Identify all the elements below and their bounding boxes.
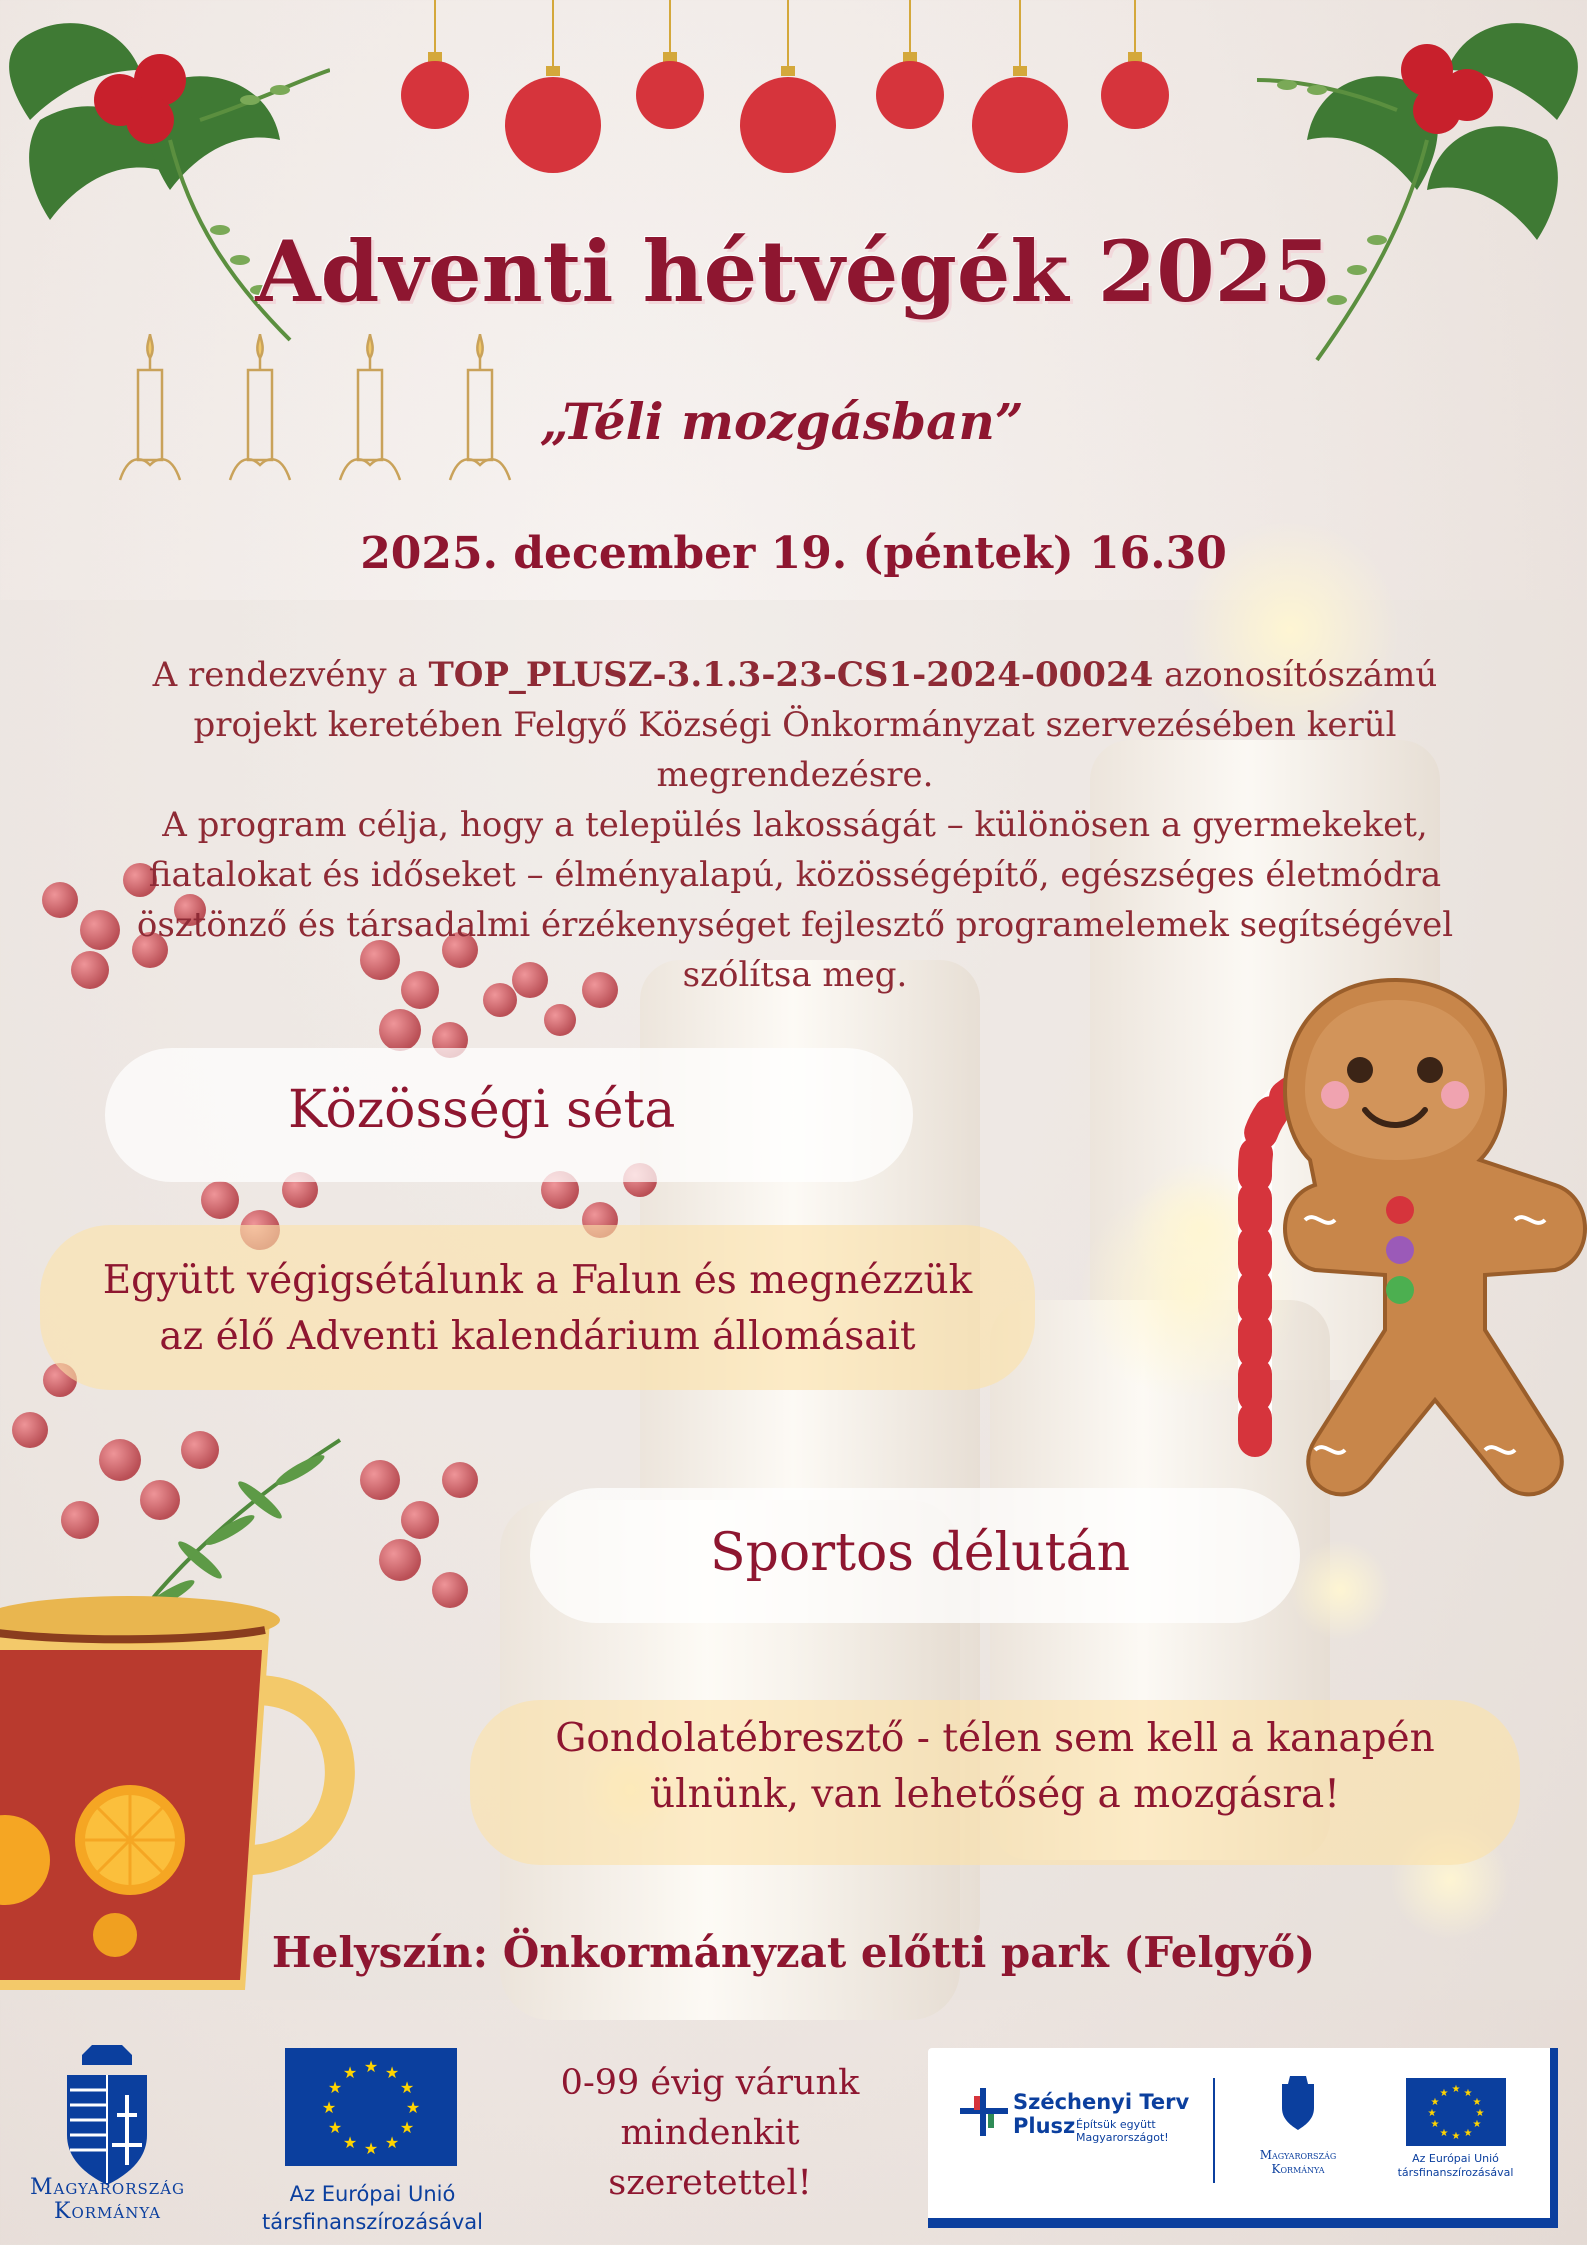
svg-text:★: ★ (1430, 2097, 1440, 2108)
candle-icon (120, 334, 180, 480)
svg-text:★: ★ (327, 2118, 343, 2137)
eu-label-line: Az Európai Unió (289, 2182, 456, 2206)
section-heading: Sportos délután (710, 1523, 1131, 1583)
candle-icon (450, 334, 510, 480)
government-small-label (1228, 2148, 1368, 2176)
szechenyi-title-line: Plusz (1013, 2114, 1076, 2138)
description-intro-rest: azonosítószámú projekt keretében Felgyő Községi Önkormányzat szervezésében kerül megrendezésre. (193, 655, 1438, 795)
szechenyi-title-line: Széchenyi Terv (1013, 2090, 1190, 2114)
description-paragraph: A program célja, hogy a település lakosságát – különösen a gyermekeket, fiatalokat és időseket – élményalapú, közösségépítő, egészséges életmódra ösztönző és társadalmi érzékenységet fejlesztő programelemek segítségével szólítsa meg. (136, 805, 1454, 995)
holly-icon (1257, 0, 1587, 380)
svg-text:★: ★ (363, 2057, 379, 2076)
svg-text:★: ★ (1427, 2108, 1437, 2119)
svg-text:★: ★ (399, 2078, 415, 2097)
partner-logos (928, 2048, 1558, 2228)
description-paragraph (90, 650, 1500, 800)
svg-text:★: ★ (405, 2098, 421, 2117)
svg-text:★: ★ (399, 2118, 415, 2137)
ornament-icon (505, 77, 601, 173)
section-text-line: az élő Adventi kalendárium állomásait (159, 1314, 916, 1359)
description (90, 650, 1500, 1000)
svg-text:★: ★ (1439, 2088, 1449, 2099)
advent-candles (110, 330, 530, 490)
section-text (470, 1711, 1520, 1823)
eu-flag-icon (285, 2048, 457, 2166)
logo-box-bottom-bar (928, 2218, 1558, 2228)
coat-of-arms-icon (1278, 2076, 1318, 2132)
svg-text:★: ★ (1472, 2097, 1482, 2108)
svg-text:★: ★ (1451, 2131, 1461, 2142)
section-text-line: Együtt végigsétálunk a Falun és megnézzük (102, 1258, 973, 1303)
welcome-line: 0-99 évig várunk (560, 2063, 860, 2103)
gingerbread-man-icon (1185, 970, 1587, 1570)
candle-icon (230, 334, 290, 480)
section-text (40, 1253, 1035, 1365)
section-text-line: ülnünk, van lehetőség a mozgásra! (650, 1772, 1340, 1817)
welcome-line: szeretettel! (608, 2163, 812, 2203)
project-code: TOP_PLUSZ-3.1.3-23-CS1-2024-00024 (428, 655, 1154, 695)
svg-text:★: ★ (342, 2063, 358, 2082)
svg-text:★: ★ (363, 2139, 379, 2158)
section-text-line: Gondolatébresztő - télen sem kell a kanapén (555, 1716, 1435, 1761)
government-small-label-line: Kormánya (1271, 2162, 1325, 2176)
event-date: 2025. december 19. (péntek) 16.30 (360, 528, 1227, 579)
svg-text:★: ★ (342, 2133, 358, 2152)
government-small-label-line: Magyarország (1259, 2148, 1337, 2162)
svg-text:★: ★ (1463, 2128, 1473, 2139)
ornament-icon (636, 61, 704, 129)
ornament-icon (740, 77, 836, 173)
eu-flag-icon (1406, 2078, 1506, 2146)
szechenyi-tagline (1076, 2118, 1169, 2144)
subtitle: „Téli mozgásban” (540, 392, 1024, 451)
eu-small-label (1373, 2152, 1538, 2180)
ornament-icon (876, 61, 944, 129)
eu-small-label-line: Az Európai Unió (1412, 2152, 1499, 2165)
eu-label-line: társfinanszírozásával (261, 2210, 484, 2234)
description-intro: A rendezvény a (152, 655, 429, 695)
section-heading: Közösségi séta (288, 1080, 676, 1140)
svg-text:★: ★ (1439, 2128, 1449, 2139)
government-label-line: Magyarország (29, 2175, 186, 2200)
coat-of-arms-icon (52, 2045, 162, 2190)
svg-text:★: ★ (1475, 2108, 1485, 2119)
svg-text:★: ★ (321, 2098, 337, 2117)
svg-text:★: ★ (1472, 2119, 1482, 2130)
logo-divider (1213, 2078, 1215, 2183)
location: Helyszín: Önkormányzat előtti park (Felgyő) (271, 1928, 1316, 1977)
svg-text:★: ★ (1463, 2088, 1473, 2099)
government-label-line: Kormánya (54, 2199, 161, 2224)
ornament-icon (401, 61, 469, 129)
eu-funding-label (240, 2180, 505, 2236)
welcome-line: mindenkit (620, 2113, 800, 2153)
szechenyi-tagline-line: Építsük együtt (1076, 2118, 1156, 2131)
szechenyi-logo-icon (960, 2088, 1008, 2136)
svg-text:★: ★ (384, 2063, 400, 2082)
svg-text:★: ★ (327, 2078, 343, 2097)
candle-icon (340, 334, 400, 480)
szechenyi-tagline-line: Magyarországot! (1076, 2131, 1169, 2144)
eu-small-label-line: társfinanszírozásával (1397, 2166, 1514, 2179)
ornaments (380, 0, 1280, 190)
ornament-icon (972, 77, 1068, 173)
svg-text:★: ★ (1430, 2119, 1440, 2130)
government-logo-label (0, 2176, 215, 2224)
svg-text:★: ★ (1451, 2084, 1461, 2095)
svg-text:★: ★ (384, 2133, 400, 2152)
page-title: Adventi hétvégék 2025 (255, 222, 1332, 321)
ornament-icon (1101, 61, 1169, 129)
welcome-message (545, 2058, 875, 2208)
logo-box-stripe (1550, 2048, 1558, 2228)
